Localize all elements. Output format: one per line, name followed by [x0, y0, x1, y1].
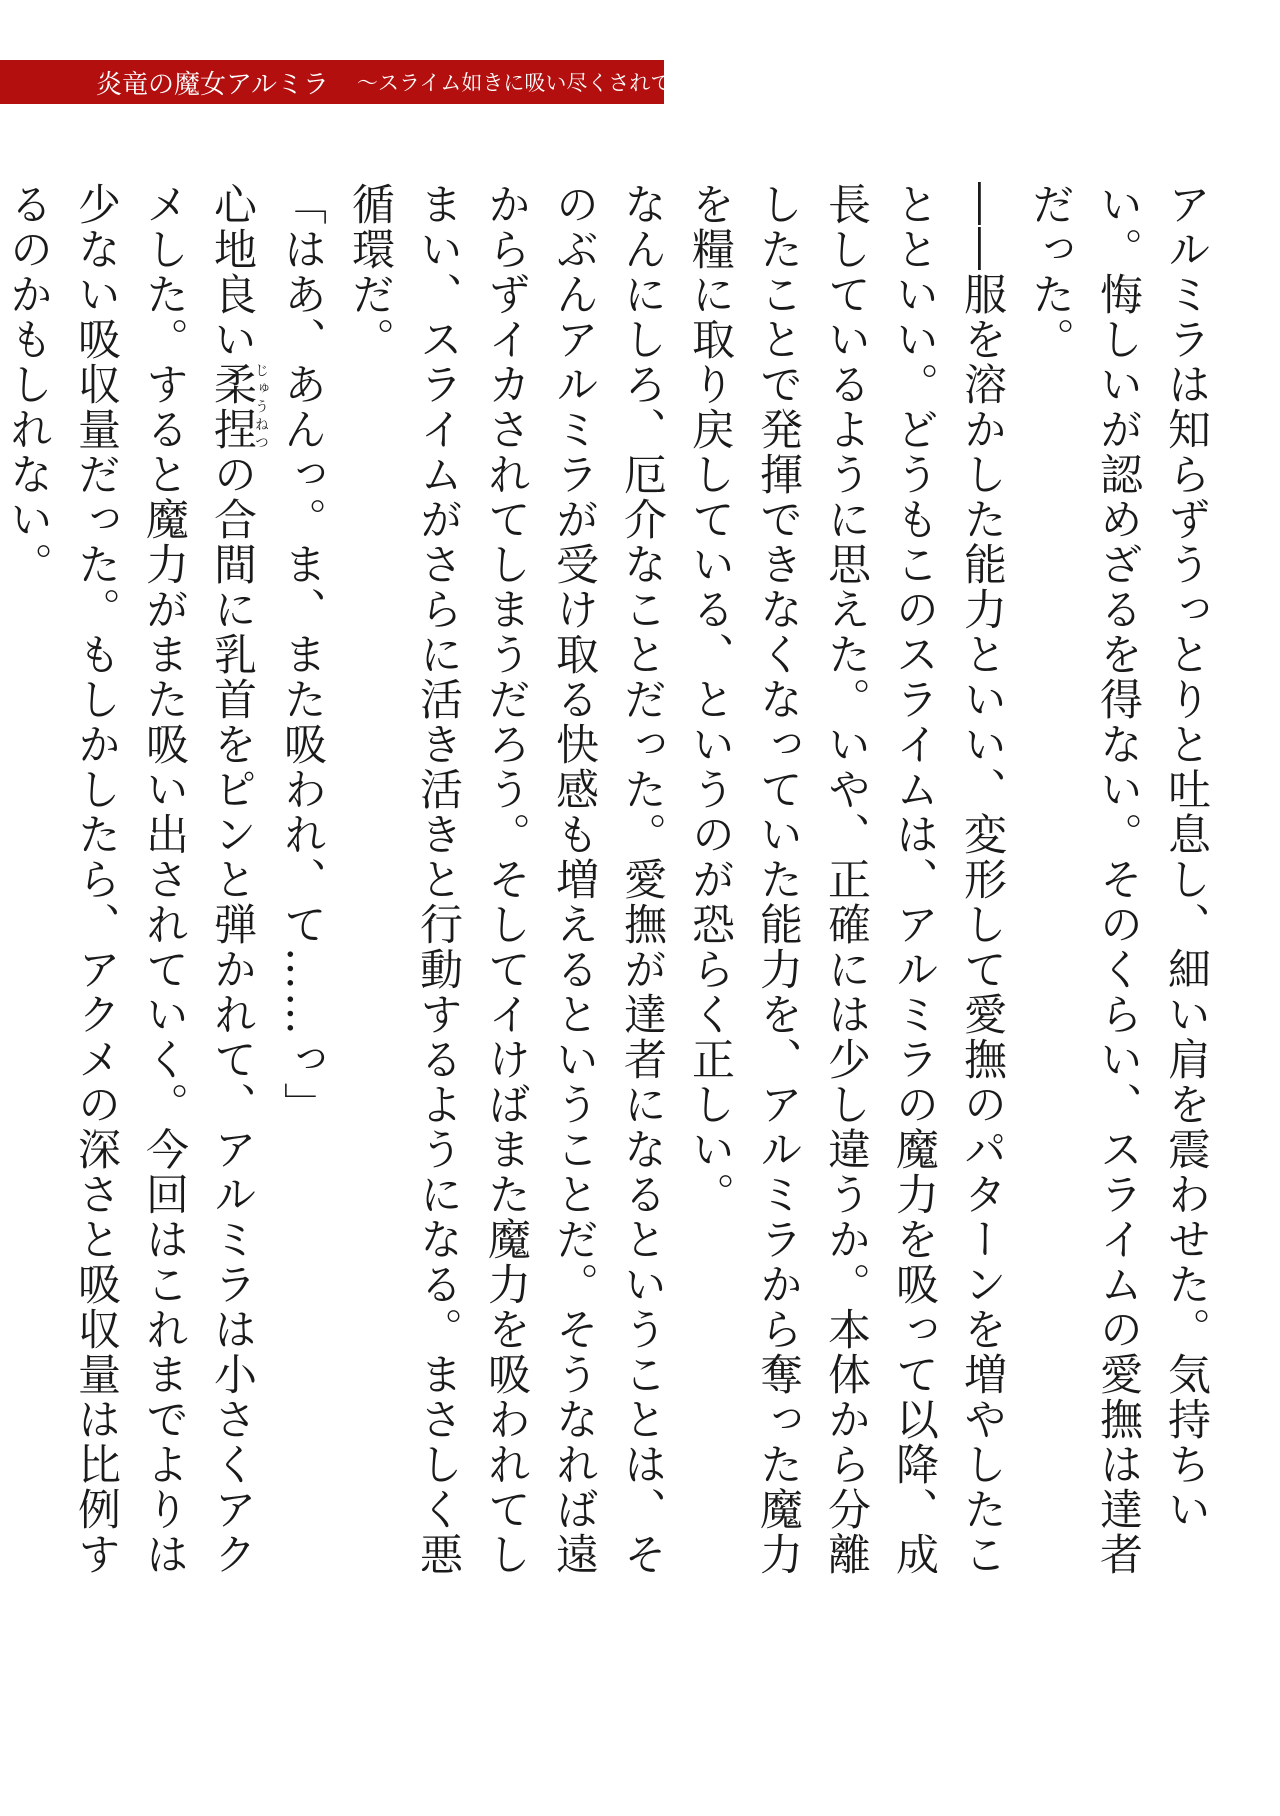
paragraph-5 — [0, 182, 268, 1602]
header-band — [0, 60, 693, 104]
ruby-reading: じゅうねつ — [253, 362, 269, 452]
book-subtitle: ～スライム如きに吸い尽くされて～ — [356, 71, 693, 95]
book-title: 炎竜の魔女アルミラ — [96, 69, 329, 100]
paragraph-4: 「はあ、あんっ。ま、また吸われ、て……っ」 — [277, 182, 327, 1127]
paragraph-5-rest: の合間に乳首をピンと弾かれて、アルミラは小さくアクメした。すると魔力がまた吸い出されていく。今回はこれまでよりは少ない吸収量だった。もしかしたら、アクメの深さと吸収量は比例するのかもしれない。 — [3, 182, 257, 1577]
paragraph-1: アルミラは知らずうっとりと吐息し、細い肩を震わせた。気持ちいい。悔しいが認めざるを得ない。そのくらい、スライムの愛撫は達者だった。 — [1025, 182, 1211, 1577]
paragraph-2: ――服を溶かした能力といい、変形して愛撫のパターンを増やしたことといい。どうもこのスライムは、アルミラの魔力を吸って以降、成長しているように思えた。いや、正確には少し違うか。本体から分離したことで発揮できなくなっていた能力を、アルミラから奪った魔力を糧に取り戻している、というのが恐らく正しい。 — [685, 182, 1007, 1577]
ruby-word — [207, 362, 269, 452]
paragraph-3: なんにしろ、厄介なことだった。愛撫が達者になるということは、そのぶんアルミラが受け取る快感も増えるということだ。そうなれば遠からずイカされてしまうだろう。そしてイけばまた魔力を吸われてしまい、スライムがさらに活き活きと行動するようになる。まさしく悪循環だ。 — [345, 182, 667, 1577]
body-text — [3, 182, 1220, 1602]
paragraph-5-lead: 心地良い — [207, 182, 257, 362]
ruby-base: 柔捏 — [207, 362, 257, 452]
